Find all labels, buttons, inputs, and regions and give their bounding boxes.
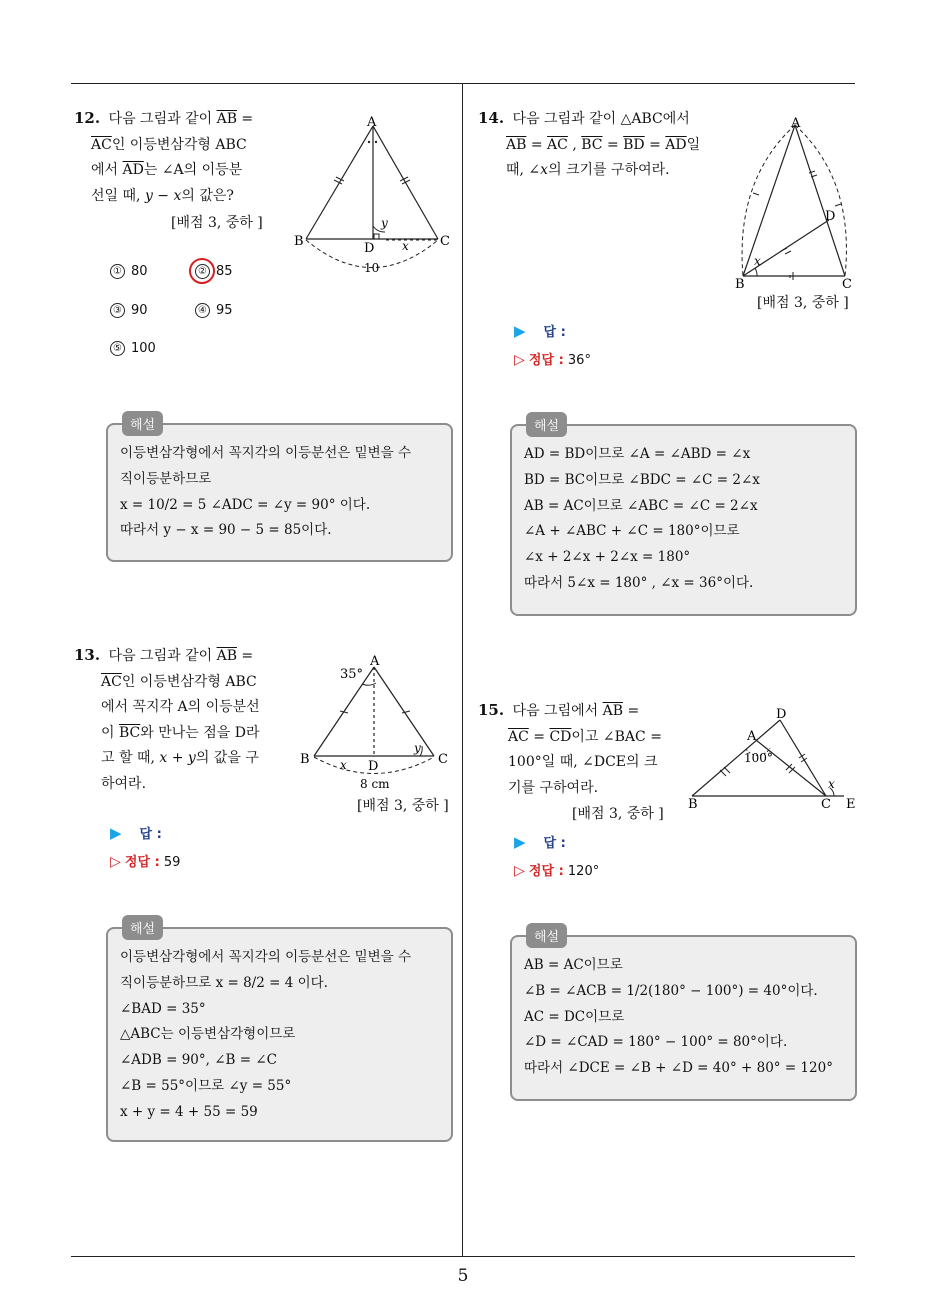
solution-line: ∠B = 55°이므로 ∠y = 55°	[120, 1077, 292, 1094]
problem-15-correct-line	[514, 860, 599, 879]
solution-line: 이등변삼각형에서 꼭지각의 이등분선은 밑변을 수	[120, 445, 412, 461]
problem-15-figure	[682, 700, 862, 815]
solution-line: BD = BC이므로 ∠BDC = ∠C = 2∠x	[524, 471, 760, 488]
problem-12-question: 12. 다음 그림과 같이 $\overline{AB}$ = $\overline{AC}$인 이등변삼각형 ABC 에서 $\overline{AD}$는 ∠A의 이등분 선일 때, y − x의 값은?	[74, 109, 254, 204]
problem-13-question: 13. 다음 그림과 같이 $\overline{AB}$ = $\overline{AC}$인 이등변삼각형 ABC 에서 꼭지각 A의 이등분선 이 $\overline{BC}$와 만나는 점을 D라 고 할 때, x + y의 값을 구 하여라.	[74, 646, 260, 792]
choice-1[interactable]: ① 80	[110, 264, 148, 279]
problem-14-question: 14. 다음 그림과 같이 △ABC에서 $\overline{AB} = \overline{AC}$ , $\overline{BC} = \overline{BD} = \overline{AD}$일 때, ∠x의 크기를 구하여라.	[478, 109, 701, 178]
solution-line: 따라서 5∠x = 180° , ∠x = 36°이다.	[524, 574, 754, 591]
vertex-b-label: B	[294, 234, 304, 249]
solution-line: ∠x + 2∠x + 2∠x = 180°	[524, 549, 691, 566]
column-divider	[462, 84, 463, 1257]
problem-13-solution	[106, 922, 453, 1142]
vertex-c-label: C	[438, 752, 448, 767]
solution-line: x = 10/2 = 5 ∠ADC = ∠y = 90° 이다.	[120, 496, 371, 513]
problem-12-figure	[290, 110, 460, 280]
triangle-outline-icon: ▷	[514, 352, 525, 368]
vertex-c-label: C	[842, 277, 852, 292]
problem-number: 15.	[478, 701, 505, 719]
score-tag: [배점 3, 중하 ]	[572, 806, 664, 822]
page-number: 5	[457, 1266, 469, 1286]
x-label: x	[828, 777, 835, 791]
play-icon: ▶	[110, 824, 122, 842]
problem-14-answer-line	[514, 321, 566, 340]
problem-15-solution	[510, 930, 857, 1101]
problem-13-answer-line	[110, 823, 162, 842]
correct-answer: 36°	[567, 353, 591, 368]
correct-label: 정답 :	[124, 855, 160, 870]
top-rule	[71, 83, 855, 84]
x-label: x	[340, 758, 347, 772]
problem-12-solution	[106, 418, 453, 562]
solution-line: AB = AC이므로	[524, 957, 623, 973]
y-label: y	[414, 741, 421, 755]
length-label: 8 cm	[360, 777, 390, 791]
vertex-e-label: E	[846, 797, 856, 812]
solution-line: AD = BD이므로 ∠A = ∠ABD = ∠x	[524, 446, 751, 462]
vertex-a-label: A	[747, 729, 757, 744]
solution-line: 직이등분하므로	[120, 470, 212, 487]
solution-line: 직이등분하므로 x = 8/2 = 4 이다.	[120, 974, 328, 991]
problem-number: 13.	[74, 646, 101, 664]
triangle-outline-icon: ▷	[514, 863, 525, 879]
vertex-b-label: B	[300, 752, 310, 767]
choice-5[interactable]: ⑤ 100	[110, 341, 156, 356]
solution-line: △ABC는 이등변삼각형이므로	[120, 1026, 296, 1043]
answer-label: 답 :	[543, 836, 566, 851]
solution-line: AB = AC이므로 ∠ABC = ∠C = 2∠x	[524, 497, 758, 514]
problem-number: 12.	[74, 109, 101, 127]
choice-3[interactable]: ③ 90	[110, 303, 148, 318]
solution-line: 따라서 ∠DCE = ∠B + ∠D = 40° + 80° = 120°	[524, 1060, 833, 1077]
vertex-d-label: D	[825, 209, 836, 224]
solution-line: AC = DC이므로	[524, 1008, 625, 1025]
triangle-outline-icon: ▷	[110, 854, 121, 870]
x-label: x	[402, 239, 409, 253]
score-tag: [배점 3, 중하 ]	[757, 295, 849, 311]
solution-line: x + y = 4 + 55 = 59	[120, 1103, 258, 1120]
vertex-d-label: D	[364, 241, 375, 256]
problem-14-solution	[510, 419, 857, 616]
problem-14-figure	[725, 110, 865, 295]
vertex-b-label: B	[688, 797, 698, 812]
correct-answer: 120°	[567, 864, 600, 879]
vertex-b-label: B	[735, 277, 745, 292]
vertex-d-label: D	[368, 759, 379, 774]
solution-tag: 해설	[122, 411, 163, 436]
score-tag: [배점 3, 중하 ]	[171, 215, 263, 231]
solution-line: ∠A + ∠ABC + ∠C = 180°이므로	[524, 523, 740, 540]
score-tag: [배점 3, 중하 ]	[357, 798, 449, 814]
solution-line: 이등변삼각형에서 꼭지각의 이등분선은 밑변을 수	[120, 949, 412, 965]
problem-13-correct-line	[110, 851, 180, 870]
problem-15-answer-line	[514, 832, 566, 851]
problem-15-question: 15. 다음 그림에서 $\overline{AB}$ = $\overline{AC} = \overline{CD}$이고 ∠BAC = 100°일 때, ∠DCE의 크 기를 구하여라.	[478, 701, 662, 796]
answer-label: 답 :	[139, 827, 162, 842]
correct-label: 정답 :	[528, 353, 564, 368]
angle-label: 100°	[744, 751, 773, 765]
solution-line: ∠D = ∠CAD = 180° − 100° = 80°이다.	[524, 1034, 788, 1051]
choice-4[interactable]: ④ 95	[195, 303, 233, 318]
vertex-a-label: A	[367, 115, 377, 130]
bottom-rule	[71, 1256, 855, 1257]
x-label: x	[754, 254, 761, 268]
choice-2[interactable]: ② 85	[195, 264, 233, 279]
vertex-d-label: D	[776, 707, 787, 722]
solution-line: ∠BAD = 35°	[120, 1000, 206, 1017]
vertex-c-label: C	[821, 797, 831, 812]
solution-line: ∠ADB = 90°, ∠B = ∠C	[120, 1052, 277, 1069]
solution-tag: 해설	[122, 915, 163, 940]
correct-answer: 59	[163, 855, 181, 870]
answer-label: 답 :	[543, 325, 566, 340]
length-label: 10	[364, 261, 380, 275]
selected-answer-circle	[189, 258, 215, 284]
play-icon: ▶	[514, 322, 526, 340]
solution-tag: 해설	[526, 412, 567, 437]
y-label: y	[381, 216, 388, 230]
problem-14-correct-line	[514, 349, 591, 368]
vertex-c-label: C	[440, 234, 450, 249]
solution-line: 따라서 y − x = 90 − 5 = 85이다.	[120, 522, 332, 539]
angle-label: 35°	[340, 667, 364, 682]
correct-label: 정답 :	[528, 864, 564, 879]
solution-tag: 해설	[526, 923, 567, 948]
play-icon: ▶	[514, 833, 526, 851]
problem-13-figure	[296, 650, 461, 795]
vertex-a-label: A	[370, 654, 380, 669]
solution-line: ∠B = ∠ACB = 1/2(180° − 100°) = 40°이다.	[524, 982, 818, 999]
vertex-a-label: A	[791, 116, 801, 131]
problem-number: 14.	[478, 109, 505, 127]
